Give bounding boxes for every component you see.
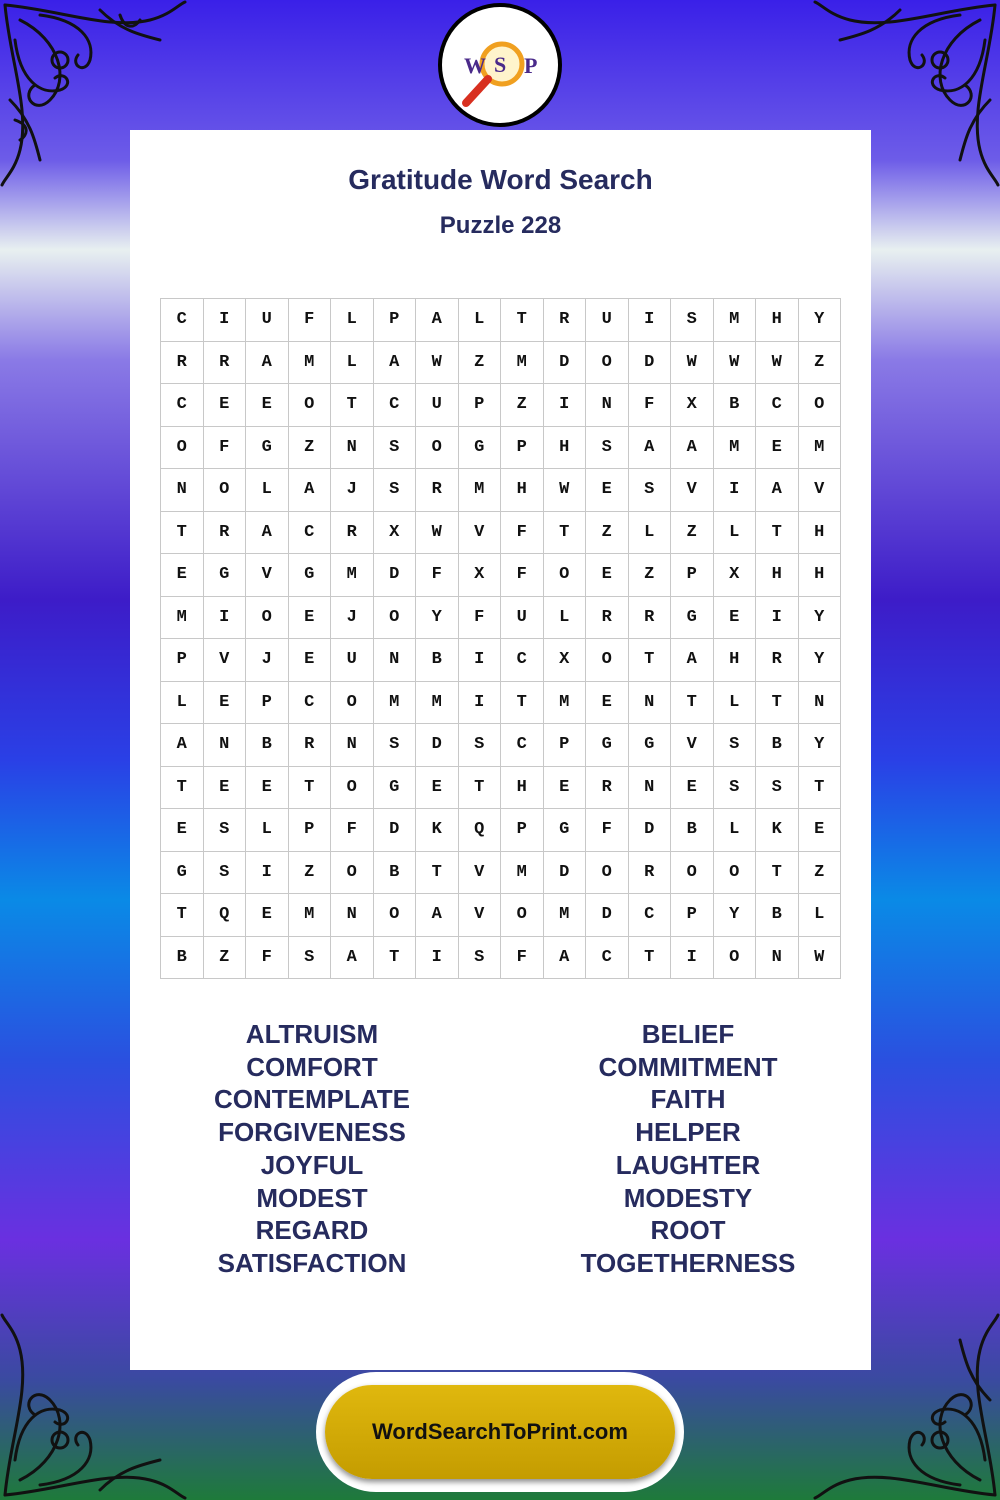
grid-cell[interactable]: V	[459, 512, 502, 555]
grid-cell[interactable]: H	[544, 427, 587, 470]
grid-cell[interactable]: L	[331, 342, 374, 385]
grid-cell[interactable]: G	[246, 427, 289, 470]
grid-cell[interactable]: R	[586, 767, 629, 810]
grid-cell[interactable]: N	[799, 682, 842, 725]
grid-cell[interactable]: T	[629, 639, 672, 682]
word-list-item: ROOT	[650, 1215, 726, 1246]
grid-cell[interactable]: D	[586, 894, 629, 937]
grid-cell[interactable]: F	[501, 937, 544, 980]
site-button-frame	[316, 1372, 684, 1492]
word-list-item: JOYFUL	[260, 1149, 364, 1180]
word-list-item: HELPER	[635, 1117, 741, 1148]
grid-cell[interactable]: V	[671, 724, 714, 767]
grid-cell[interactable]: P	[246, 682, 289, 725]
grid-cell[interactable]: D	[374, 809, 417, 852]
grid-cell[interactable]: E	[586, 469, 629, 512]
grid-cell[interactable]: C	[161, 299, 204, 342]
word-list-item: COMFORT	[246, 1051, 378, 1082]
logo-letter-p: P	[524, 53, 538, 78]
grid-cell[interactable]: W	[416, 512, 459, 555]
grid-cell[interactable]: A	[756, 469, 799, 512]
grid-cell[interactable]: T	[671, 682, 714, 725]
grid-cell[interactable]: R	[586, 597, 629, 640]
grid-cell[interactable]: C	[501, 724, 544, 767]
grid-cell[interactable]: E	[799, 809, 842, 852]
grid-cell[interactable]: D	[629, 342, 672, 385]
grid-cell[interactable]: X	[374, 512, 417, 555]
grid-cell[interactable]: W	[756, 342, 799, 385]
grid-cell[interactable]: S	[204, 852, 247, 895]
grid-cell[interactable]: O	[331, 767, 374, 810]
grid-cell[interactable]: Y	[799, 299, 842, 342]
word-list-item: LAUGHTER	[615, 1149, 761, 1180]
site-link-button[interactable]: WordSearchToPrint.com	[325, 1385, 675, 1479]
grid-cell[interactable]: Y	[799, 597, 842, 640]
grid-cell[interactable]: V	[204, 639, 247, 682]
grid-cell[interactable]: F	[629, 384, 672, 427]
grid-cell[interactable]: F	[289, 299, 332, 342]
grid-cell[interactable]: L	[459, 299, 502, 342]
grid-cell[interactable]: T	[289, 767, 332, 810]
grid-cell[interactable]: Z	[586, 512, 629, 555]
grid-cell[interactable]: A	[289, 469, 332, 512]
grid-cell[interactable]: T	[544, 512, 587, 555]
grid-cell[interactable]: E	[714, 597, 757, 640]
grid-cell[interactable]: O	[586, 639, 629, 682]
grid-cell[interactable]: A	[374, 342, 417, 385]
grid-cell[interactable]: R	[204, 512, 247, 555]
grid-cell[interactable]: C	[289, 512, 332, 555]
grid-cell[interactable]: O	[544, 554, 587, 597]
word-list-item: FAITH	[650, 1084, 726, 1115]
grid-cell[interactable]: E	[756, 427, 799, 470]
grid-cell[interactable]: O	[204, 469, 247, 512]
grid-cell[interactable]: I	[671, 937, 714, 980]
grid-cell[interactable]: F	[501, 512, 544, 555]
grid-cell[interactable]: Z	[501, 384, 544, 427]
grid-cell[interactable]: B	[671, 809, 714, 852]
grid-cell[interactable]: Z	[289, 427, 332, 470]
grid-cell[interactable]: B	[161, 937, 204, 980]
grid-cell[interactable]: N	[374, 639, 417, 682]
grid-cell[interactable]: T	[756, 852, 799, 895]
page-title: Gratitude Word Search	[348, 164, 653, 195]
grid-cell[interactable]: U	[246, 299, 289, 342]
grid-cell[interactable]: D	[374, 554, 417, 597]
grid-cell[interactable]: U	[331, 639, 374, 682]
grid-cell[interactable]: I	[246, 852, 289, 895]
grid-cell[interactable]: G	[544, 809, 587, 852]
grid-cell[interactable]: W	[416, 342, 459, 385]
grid-cell[interactable]: X	[671, 384, 714, 427]
grid-cell[interactable]: R	[416, 469, 459, 512]
grid-cell[interactable]: E	[289, 639, 332, 682]
grid-cell[interactable]: P	[501, 427, 544, 470]
word-list-item: FORGIVENESS	[218, 1117, 406, 1148]
grid-cell[interactable]: R	[756, 639, 799, 682]
grid-cell[interactable]: T	[161, 512, 204, 555]
grid-cell[interactable]: O	[246, 597, 289, 640]
grid-cell[interactable]: S	[289, 937, 332, 980]
grid-cell[interactable]: L	[714, 512, 757, 555]
grid-cell[interactable]: M	[544, 682, 587, 725]
grid-cell[interactable]: I	[204, 299, 247, 342]
grid-cell[interactable]: E	[204, 767, 247, 810]
grid-cell[interactable]: F	[459, 597, 502, 640]
grid-cell[interactable]: S	[714, 767, 757, 810]
grid-cell[interactable]: S	[459, 937, 502, 980]
grid-cell[interactable]: P	[374, 299, 417, 342]
grid-cell[interactable]: P	[289, 809, 332, 852]
grid-cell[interactable]: D	[544, 852, 587, 895]
grid-cell[interactable]: I	[416, 937, 459, 980]
grid-cell[interactable]: B	[416, 639, 459, 682]
grid-cell[interactable]: U	[586, 299, 629, 342]
grid-cell[interactable]: N	[586, 384, 629, 427]
grid-cell[interactable]: A	[246, 512, 289, 555]
grid-cell[interactable]: G	[459, 427, 502, 470]
grid-cell[interactable]: C	[501, 639, 544, 682]
grid-cell[interactable]: C	[289, 682, 332, 725]
grid-cell[interactable]: E	[204, 682, 247, 725]
grid-cell[interactable]: E	[204, 384, 247, 427]
grid-cell[interactable]: T	[756, 512, 799, 555]
grid-cell[interactable]: T	[501, 682, 544, 725]
grid-cell[interactable]: O	[331, 682, 374, 725]
grid-cell[interactable]: T	[331, 384, 374, 427]
grid-cell[interactable]: G	[374, 767, 417, 810]
grid-cell[interactable]: L	[246, 809, 289, 852]
grid-cell[interactable]: R	[161, 342, 204, 385]
grid-cell[interactable]: R	[629, 597, 672, 640]
grid-cell[interactable]: M	[714, 299, 757, 342]
grid-cell[interactable]: L	[714, 682, 757, 725]
grid-cell[interactable]: J	[331, 469, 374, 512]
grid-cell[interactable]: N	[161, 469, 204, 512]
grid-cell[interactable]: F	[331, 809, 374, 852]
grid-cell[interactable]: N	[629, 682, 672, 725]
grid-cell[interactable]: Q	[204, 894, 247, 937]
grid-cell[interactable]: O	[586, 852, 629, 895]
grid-cell[interactable]: I	[714, 469, 757, 512]
logo-letter-w: W	[464, 53, 486, 78]
logo-letter-s: S	[494, 52, 507, 77]
grid-cell[interactable]: L	[331, 299, 374, 342]
grid-cell[interactable]: K	[416, 809, 459, 852]
grid-cell[interactable]: N	[331, 724, 374, 767]
grid-cell[interactable]: M	[714, 427, 757, 470]
grid-cell[interactable]: Y	[799, 724, 842, 767]
grid-cell[interactable]: P	[501, 809, 544, 852]
word-list-item: MODESTY	[623, 1182, 753, 1213]
grid-cell[interactable]: I	[459, 639, 502, 682]
puzzle-number: Puzzle 228	[439, 212, 562, 239]
grid-cell[interactable]: V	[799, 469, 842, 512]
grid-cell[interactable]: M	[374, 682, 417, 725]
grid-cell[interactable]: M	[459, 469, 502, 512]
grid-cell[interactable]: G	[671, 597, 714, 640]
grid-cell[interactable]: D	[629, 809, 672, 852]
grid-cell[interactable]: V	[671, 469, 714, 512]
grid-cell[interactable]: O	[374, 894, 417, 937]
grid-cell[interactable]: H	[501, 767, 544, 810]
grid-cell[interactable]: A	[246, 342, 289, 385]
grid-cell[interactable]: A	[671, 427, 714, 470]
grid-cell[interactable]: M	[501, 342, 544, 385]
grid-cell[interactable]: C	[374, 384, 417, 427]
grid-cell[interactable]: J	[246, 639, 289, 682]
grid-cell[interactable]: E	[289, 597, 332, 640]
grid-cell[interactable]: N	[629, 767, 672, 810]
grid-cell[interactable]: M	[161, 597, 204, 640]
grid-cell[interactable]: N	[331, 427, 374, 470]
grid-cell[interactable]: H	[756, 554, 799, 597]
grid-cell[interactable]: B	[246, 724, 289, 767]
grid-cell[interactable]: G	[204, 554, 247, 597]
grid-cell[interactable]: P	[544, 724, 587, 767]
grid-cell[interactable]: O	[501, 894, 544, 937]
grid-cell[interactable]: R	[289, 724, 332, 767]
grid-cell[interactable]: O	[374, 597, 417, 640]
grid-cell[interactable]: O	[799, 384, 842, 427]
grid-cell[interactable]: Y	[799, 639, 842, 682]
grid-cell[interactable]: E	[161, 554, 204, 597]
grid-cell[interactable]: N	[331, 894, 374, 937]
grid-cell[interactable]: S	[714, 724, 757, 767]
grid-cell[interactable]: G	[629, 724, 672, 767]
grid-cell[interactable]: M	[289, 894, 332, 937]
grid-cell[interactable]: M	[289, 342, 332, 385]
grid-cell[interactable]: V	[459, 894, 502, 937]
grid-cell[interactable]: B	[374, 852, 417, 895]
grid-cell[interactable]: E	[586, 682, 629, 725]
grid-cell[interactable]: A	[416, 299, 459, 342]
puzzle-card	[130, 130, 871, 1370]
word-list-item: REGARD	[255, 1215, 369, 1246]
grid-cell[interactable]: P	[671, 894, 714, 937]
grid-cell[interactable]: A	[331, 937, 374, 980]
grid-cell[interactable]: E	[416, 767, 459, 810]
grid-cell[interactable]: Z	[799, 342, 842, 385]
grid-cell[interactable]: H	[714, 639, 757, 682]
grid-cell[interactable]: P	[161, 639, 204, 682]
grid-cell[interactable]: R	[204, 342, 247, 385]
word-list-item: COMMITMENT	[598, 1051, 778, 1082]
grid-cell[interactable]: L	[544, 597, 587, 640]
grid-cell[interactable]: M	[331, 554, 374, 597]
grid-cell[interactable]: G	[161, 852, 204, 895]
grid-cell[interactable]: H	[501, 469, 544, 512]
grid-cell[interactable]: A	[161, 724, 204, 767]
grid-cell[interactable]: T	[161, 767, 204, 810]
grid-cell[interactable]: O	[671, 852, 714, 895]
grid-cell[interactable]: T	[756, 682, 799, 725]
grid-cell[interactable]: N	[204, 724, 247, 767]
grid-cell[interactable]: T	[161, 894, 204, 937]
grid-cell[interactable]: U	[416, 384, 459, 427]
grid-cell[interactable]: C	[756, 384, 799, 427]
grid-cell[interactable]: V	[459, 852, 502, 895]
grid-cell[interactable]: F	[416, 554, 459, 597]
grid-cell[interactable]: B	[756, 894, 799, 937]
grid-cell[interactable]: H	[799, 554, 842, 597]
grid-cell[interactable]: M	[501, 852, 544, 895]
grid-cell[interactable]: S	[374, 427, 417, 470]
grid-cell[interactable]: M	[544, 894, 587, 937]
grid-cell[interactable]: Z	[204, 937, 247, 980]
grid-cell[interactable]: O	[586, 342, 629, 385]
grid-cell[interactable]: N	[756, 937, 799, 980]
grid-cell[interactable]: E	[586, 554, 629, 597]
magnifier-logo-icon	[442, 7, 558, 123]
grid-cell[interactable]: O	[331, 852, 374, 895]
grid-cell[interactable]: S	[204, 809, 247, 852]
grid-cell[interactable]: Z	[799, 852, 842, 895]
grid-cell[interactable]: O	[289, 384, 332, 427]
grid-cell[interactable]: F	[501, 554, 544, 597]
grid-cell[interactable]: B	[756, 724, 799, 767]
word-list-item: BELIEF	[641, 1019, 735, 1049]
grid-cell[interactable]: C	[629, 894, 672, 937]
grid-cell[interactable]: B	[714, 384, 757, 427]
grid-cell[interactable]: T	[501, 299, 544, 342]
grid-cell[interactable]: G	[289, 554, 332, 597]
word-list-left	[162, 1018, 462, 1280]
grid-cell[interactable]: D	[544, 342, 587, 385]
grid-cell[interactable]: J	[331, 597, 374, 640]
grid-cell[interactable]: A	[671, 639, 714, 682]
grid-cell[interactable]: Z	[629, 554, 672, 597]
grid-cell[interactable]: V	[246, 554, 289, 597]
grid-cell[interactable]: F	[586, 809, 629, 852]
grid-cell[interactable]: A	[629, 427, 672, 470]
grid-cell[interactable]: M	[416, 682, 459, 725]
word-list-item: MODEST	[256, 1182, 368, 1213]
grid-cell[interactable]: M	[799, 427, 842, 470]
grid-cell[interactable]: Q	[459, 809, 502, 852]
grid-cell[interactable]: L	[246, 469, 289, 512]
grid-cell[interactable]: I	[544, 384, 587, 427]
grid-cell[interactable]: E	[671, 767, 714, 810]
site-logo[interactable]	[438, 3, 562, 127]
grid-cell[interactable]: I	[756, 597, 799, 640]
letter-grid	[160, 298, 841, 979]
grid-cell[interactable]: P	[671, 554, 714, 597]
grid-cell[interactable]: Y	[416, 597, 459, 640]
grid-cell[interactable]: W	[544, 469, 587, 512]
grid-cell[interactable]: D	[416, 724, 459, 767]
grid-cell[interactable]: Z	[289, 852, 332, 895]
grid-cell[interactable]: S	[586, 427, 629, 470]
word-list-item: CONTEMPLATE	[214, 1084, 410, 1115]
grid-cell[interactable]: H	[756, 299, 799, 342]
grid-cell[interactable]: W	[714, 342, 757, 385]
grid-cell[interactable]: P	[459, 384, 502, 427]
grid-cell[interactable]: I	[459, 682, 502, 725]
grid-cell[interactable]: S	[459, 724, 502, 767]
grid-cell[interactable]: L	[629, 512, 672, 555]
grid-cell[interactable]: I	[629, 299, 672, 342]
word-list-right	[538, 1018, 838, 1280]
grid-cell[interactable]: S	[374, 469, 417, 512]
grid-cell[interactable]: X	[459, 554, 502, 597]
grid-cell[interactable]: Z	[671, 512, 714, 555]
grid-cell[interactable]: K	[756, 809, 799, 852]
grid-cell[interactable]: E	[246, 894, 289, 937]
grid-cell[interactable]: L	[714, 809, 757, 852]
word-list-item: ALTRUISM	[245, 1019, 379, 1049]
grid-cell[interactable]: R	[331, 512, 374, 555]
grid-cell[interactable]: C	[586, 937, 629, 980]
grid-cell[interactable]: S	[374, 724, 417, 767]
grid-cell[interactable]: X	[544, 639, 587, 682]
grid-cell[interactable]: E	[246, 767, 289, 810]
word-list-item: SATISFACTION	[217, 1247, 407, 1278]
grid-cell[interactable]: T	[799, 767, 842, 810]
grid-cell[interactable]: I	[204, 597, 247, 640]
grid-cell[interactable]: O	[714, 852, 757, 895]
grid-cell[interactable]: H	[799, 512, 842, 555]
grid-cell[interactable]: U	[501, 597, 544, 640]
grid-cell[interactable]: S	[756, 767, 799, 810]
grid-cell[interactable]: T	[416, 852, 459, 895]
grid-cell[interactable]: F	[204, 427, 247, 470]
grid-cell[interactable]: E	[246, 384, 289, 427]
grid-cell[interactable]: R	[629, 852, 672, 895]
grid-cell[interactable]: L	[161, 682, 204, 725]
grid-cell[interactable]: E	[544, 767, 587, 810]
grid-cell[interactable]: O	[714, 937, 757, 980]
grid-cell[interactable]: T	[374, 937, 417, 980]
grid-cell[interactable]: T	[629, 937, 672, 980]
grid-cell[interactable]: S	[629, 469, 672, 512]
grid-cell[interactable]: F	[246, 937, 289, 980]
grid-cell[interactable]: X	[714, 554, 757, 597]
grid-cell[interactable]: Z	[459, 342, 502, 385]
grid-cell[interactable]: T	[459, 767, 502, 810]
word-list-item: TOGETHERNESS	[580, 1247, 796, 1278]
grid-cell[interactable]: Y	[714, 894, 757, 937]
grid-cell[interactable]: O	[161, 427, 204, 470]
grid-cell[interactable]: O	[416, 427, 459, 470]
grid-cell[interactable]: G	[586, 724, 629, 767]
grid-cell[interactable]: E	[161, 809, 204, 852]
grid-cell[interactable]: W	[799, 937, 842, 980]
grid-cell[interactable]: A	[416, 894, 459, 937]
grid-cell[interactable]: R	[544, 299, 587, 342]
grid-cell[interactable]: L	[799, 894, 842, 937]
grid-cell[interactable]: W	[671, 342, 714, 385]
grid-cell[interactable]: C	[161, 384, 204, 427]
grid-cell[interactable]: S	[671, 299, 714, 342]
grid-cell[interactable]: A	[544, 937, 587, 980]
